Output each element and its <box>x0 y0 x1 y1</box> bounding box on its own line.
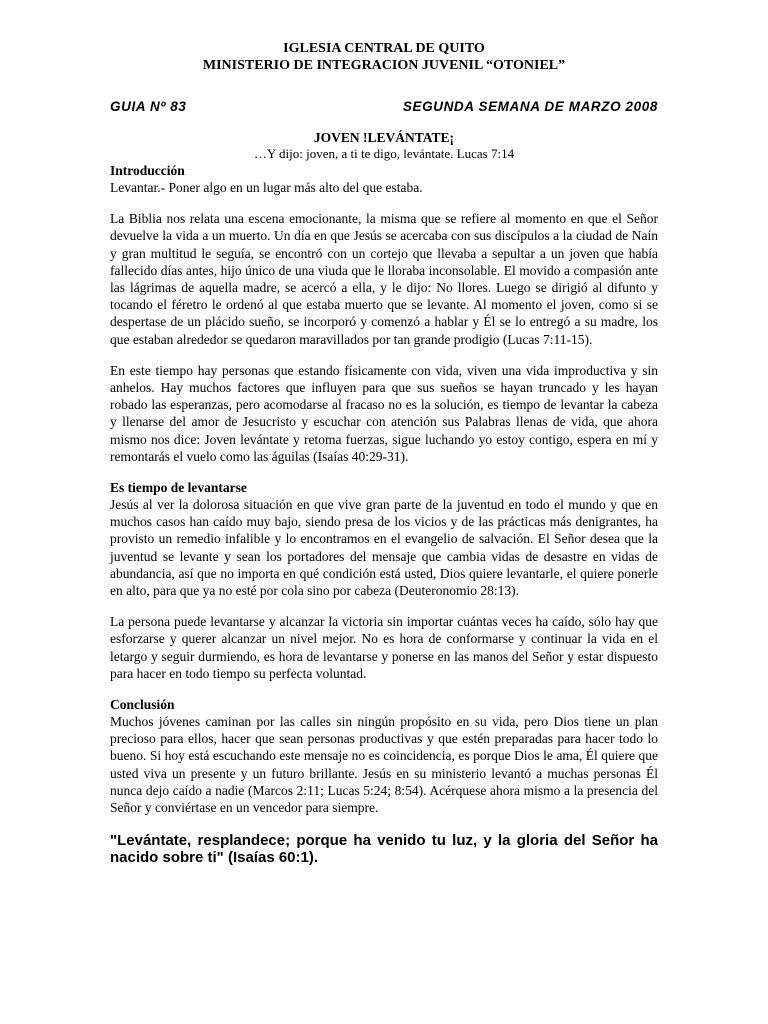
closing-quote: "Levántate, resplandece; porque ha venido tu luz, y la gloria del Señor ha nacido sobre ti" (Isaías 60:1). <box>110 832 658 867</box>
ministry-name: MINISTERIO DE INTEGRACION JUVENIL “OTONIEL” <box>202 58 566 73</box>
intro-definition: Levantar.- Poner algo en un lugar más alto del que estaba. <box>110 180 423 195</box>
tiempo-paragraph-1: Jesús al ver la dolorosa situación en que vive gran parte de la juventud en todo el mundo y que en muchos casos han caído muy bajo, siendo presa de los vicios y de las prácticas más denigrantes, ha provisto un remedio infalible y lo encontramos en el evangelio de salvación. El Señor desea que la juventud se levante y sean los portadores del mensaje que cambia vidas de desastre en vidas de abundancia, así que no importa en qué condición está usted, Dios quiere levantarle, el quiere ponerle en alto, para que ya no esté por cola sino por cabeza (Deuteronomio 28:13). <box>110 497 658 599</box>
intro-paragraph-2: En este tiempo hay personas que estando físicamente con vida, viven una vida improductiva y sin anhelos. Hay muchos factores que influyen para que sus sueños se hayan truncado y les hayan robado las esperanzas, pero acomodarse al fracaso no es la solución, es tiempo de levantar la cabeza y llenarse del amor de Jesucristo y escuchar con atención sus Palabras llenas de vida, que ahora mismo nos dice: Joven levántate y retoma fuerzas, sigue luchando yo estoy contigo, espera en mí y remontarás el vuelo como las águilas (Isaías 40:29-31). <box>110 362 658 464</box>
guia-row <box>110 99 658 114</box>
church-name: IGLESIA CENTRAL DE QUITO <box>283 41 485 56</box>
intro-heading: Introducción <box>110 163 185 178</box>
intro-paragraph-1: La Biblia nos relata una escena emocionante, la misma que se refiere al momento en que el Señor devuelve la vida a un muerto. Un día en que Jesús se acercaba con sus discípulos a la ciudad de Naín y gran multitud le seguía, se encontró con un cortejo que llevaba a sepultar a un joven que había fallecido días antes, hijo único de una viuda que le lloraba inconsolable. El movido a compasión ante las lágrimas de aquella madre, se acercó a ella, y le dijo: No llores. Luego se dirigió al difunto y tocando el féretro le ordenó al que estaba muerto que se levante. Al momento el joven, como si se despertase de un plácido sueño, se incorporó y comenzó a hablar y Él se lo entregó a su madre, los que estaban alrededor se quedaron maravillados por tan grande prodigio (Lucas 7:11-15). <box>110 211 658 347</box>
guia-date: SEGUNDA SEMANA DE MARZO 2008 <box>402 99 658 114</box>
conclusion-heading: Conclusión <box>110 697 175 713</box>
document-title: JOVEN !LEVÁNTATE¡ <box>313 130 455 145</box>
tiempo-paragraph-2: La persona puede levantarse y alcanzar la victoria sin importar cuántas veces ha caído, sólo hay que esforzarse y querer alcanzar un nivel mejor. No es hora de conformarse y continuar la vida en el letargo y seguir durmiendo, es hora de levantarse y ponerse en las manos del Señor y estar dispuesto para hacer en todo tiempo su perfecta voluntad. <box>110 614 658 681</box>
conclusion-paragraph: Muchos jóvenes caminan por las calles sin ningún propósito en su vida, pero Dios tiene un plan precioso para ellos, hacer que sean personas productivas y que estén preparadas para hacer todo lo bueno. Si hoy está escuchando este mensaje no es coincidencia, es porque Dios le ama, Él quiere que usted viva un presente y un futuro brillante. Jesús en su ministerio levantó a muchas personas Él nunca dejo caído a nadie (Marcos 2:11; Lucas 5:24; 8:54). Acérquese ahora mismo a la presencia del Señor y conviértase en un vencedor para siempre. <box>110 714 658 816</box>
key-verse: …Y dijo: joven, a ti te digo, levántate. Lucas 7:14 <box>253 146 515 161</box>
document-page <box>110 40 658 866</box>
guia-number: GUIA Nº 83 <box>110 99 187 114</box>
tiempo-heading: Es tiempo de levantarse <box>110 480 247 496</box>
